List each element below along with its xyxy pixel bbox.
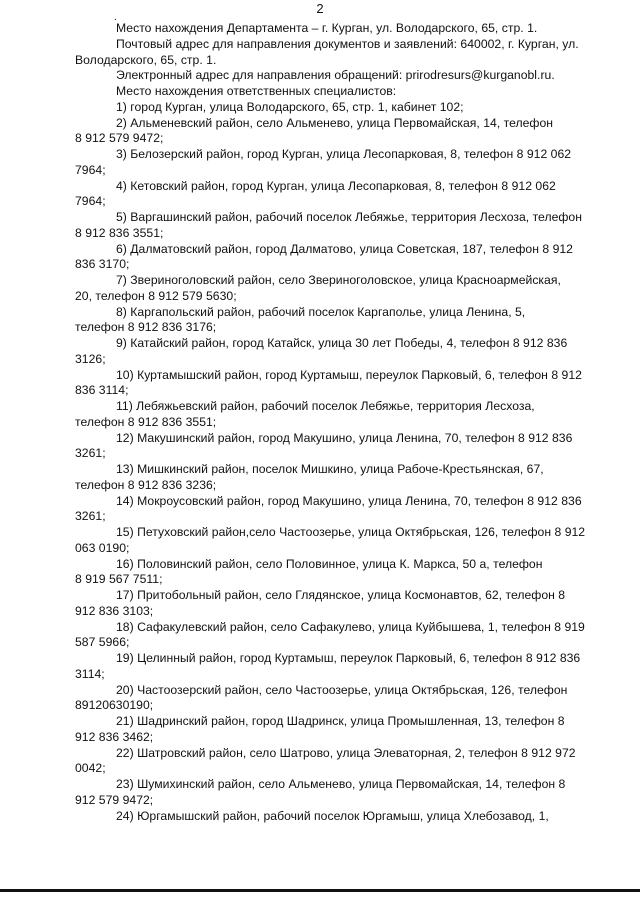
paragraph-line: 6) Далматовский район, город Далматово, улица Советская, 187, телефон 8 912 [116,241,573,256]
paragraph-line: 15) Петуховский район,село Частоозерье, улица Октябрьская, 126, телефон 8 912 [116,525,586,539]
paragraph-continuation-line: 0042; [75,761,106,776]
paragraph-continuation-line: 912 836 3462; [75,729,154,744]
paragraph-line: 13) Мишкинский район, поселок Мишкино, улица Рабоче-Крестьянская, 67, [116,462,544,476]
paragraph-continuation-line: 8 919 567 7511; [75,572,163,587]
paragraph-line: 8) Каргапольский район, рабочий поселок Каргаполье, улица Ленина, 5, [116,304,526,319]
paragraph-line: 12) Макушинский район, город Макушино, улица Ленина, 70, телефон 8 912 836 [116,430,573,445]
paragraph-continuation-line: 7964; [75,162,106,177]
paragraph-continuation-line: 912 836 3103; [75,603,154,618]
paragraph-continuation-line: 3261; [75,446,106,461]
paragraph-continuation-line: 912 579 9472; [75,792,154,807]
paragraph-line: 2) Альменевский район, село Альменево, улица Первомайская, 14, телефон [116,115,554,130]
paragraph-continuation-line: 3126; [75,351,106,366]
paragraph-continuation-line: 3114; [75,666,105,681]
paragraph-line: 3) Белозерский район, город Курган, улица Лесопарковая, 8, телефон 8 912 062 [116,147,572,161]
paragraph-continuation-line: телефон 8 912 836 3176; [75,320,217,335]
paragraph-line: Почтовый адрес для направления документов и заявлений: 640002, г. Курган, ул. [116,36,579,51]
paragraph-line: 20) Частоозерский район, село Частоозерье, улица Октябрьская, 126, телефон [116,682,568,697]
scan-mark: . [114,12,117,23]
paragraph-line: Место нахождения Департамента – г. Курган, ул. Володарского, 65, стр. 1. [116,21,538,35]
paragraph-line: 9) Катайский район, город Катайск, улица 30 лет Победы, 4, телефон 8 912 836 [116,336,568,350]
paragraph-continuation-line: телефон 8 912 836 3551; [75,414,217,429]
paragraph-continuation-line: 8 912 836 3551; [75,225,164,240]
paragraph-line: Место нахождения ответственных специалистов: [116,84,397,98]
paragraph-line: 11) Лебяжьевский район, рабочий поселок Лебяжье, территория Лесхоза, [116,399,535,413]
paragraph-line: 7) Звериноголовский район, село Звериноголовское, улица Красноармейская, [116,273,561,287]
paragraph-line: 18) Сафакулевский район, село Сафакулево, улица Куйбышева, 1, телефон 8 919 [116,619,585,634]
paragraph-continuation-line: 20, телефон 8 912 579 5630; [75,288,237,303]
bottom-scan-border [0,889,640,892]
paragraph-line: 16) Половинский район, село Половинное, улица К. Маркса, 50 а, телефон [116,556,543,571]
paragraph-line: 24) Юргамышский район, рабочий поселок Юргамыш, улица Хлебозавод, 1, [116,808,549,823]
paragraph-continuation-line: 8 912 579 9472; [75,131,164,146]
paragraph-line: 22) Шатровский район, село Шатрово, улица Элеваторная, 2, телефон 8 912 972 [116,745,576,760]
paragraph-line: 23) Шумихинский район, село Альменево, улица Первомайская, 14, телефон 8 [116,777,566,791]
paragraph-line: 21) Шадринский район, город Шадринск, улица Промышленная, 13, телефон 8 [116,714,565,728]
paragraph-continuation-line: 836 3114; [75,383,129,398]
paragraph-line: 4) Кетовский район, город Курган, улица Лесопарковая, 8, телефон 8 912 062 [116,178,556,193]
paragraph-line: Электронный адрес для направления обращений: prirodresurs@kurganobl.ru. [116,68,555,83]
paragraph-continuation-line: 3261; [75,509,106,524]
paragraph-continuation-line: Володарского, 65, стр. 1. [75,52,217,67]
paragraph-continuation-line: 063 0190; [75,540,130,555]
paragraph-line: 17) Притобольный район, село Глядянское, улица Космонавтов, 62, телефон 8 [116,588,566,602]
paragraph-line: 5) Варгашинский район, рабочий поселок Лебяжье, территория Лесхоза, телефон [116,210,582,224]
paragraph-line: 14) Мокроусовский район, город Макушино, улица Ленина, 70, телефон 8 912 836 [116,493,582,508]
paragraph-continuation-line: 836 3170; [75,257,130,272]
paragraph-continuation-line: 587 5966; [75,635,130,650]
page-number: 2 [316,1,324,16]
paragraph-line: 19) Целинный район, город Куртамыш, переулок Парковый, 6, телефон 8 912 836 [116,651,581,665]
paragraph-continuation-line: 7964; [75,194,106,209]
paragraph-continuation-line: 89120630190; [75,698,154,713]
paragraph-line: 10) Куртамышский район, город Куртамыш, переулок Парковый, 6, телефон 8 912 [116,367,582,382]
paragraph-line: 1) город Курган, улица Володарского, 65, стр. 1, кабинет 102; [116,99,464,114]
paragraph-continuation-line: телефон 8 912 836 3236; [75,477,217,492]
document-body [75,21,605,824]
